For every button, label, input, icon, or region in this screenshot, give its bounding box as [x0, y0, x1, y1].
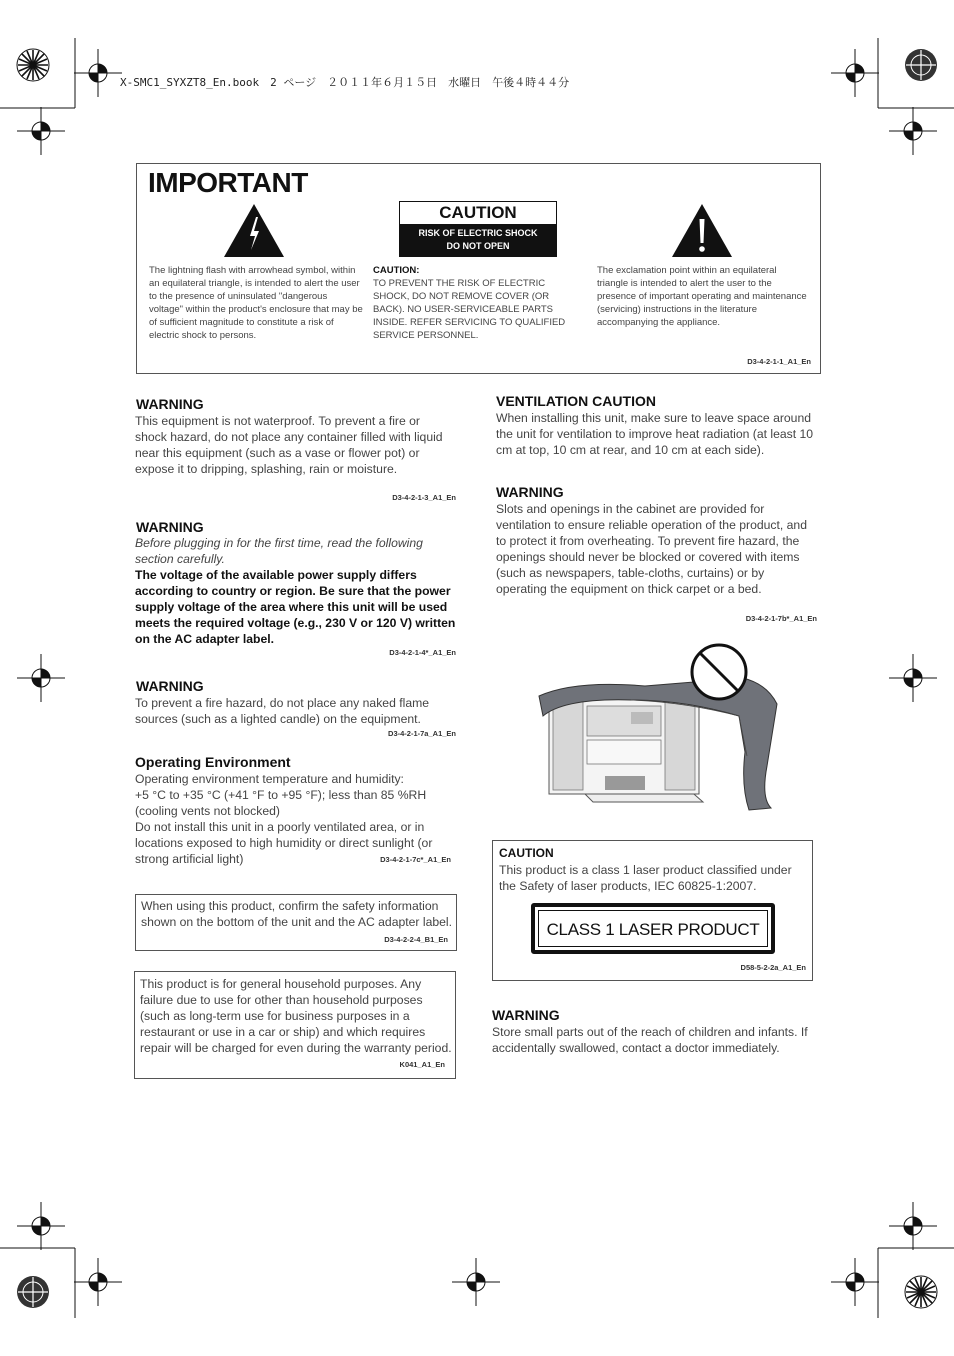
- warning-voltage-heading: WARNING: [136, 519, 204, 535]
- warning-flame-heading: WARNING: [136, 678, 204, 694]
- laser-caution-text: This product is a class 1 laser product classified under the Safety of laser products, IEC 60825-1:2007.: [499, 863, 792, 893]
- household-purpose-code: K041_A1_En: [399, 1060, 445, 1069]
- warning-small-parts-text: Store small parts out of the reach of children and infants. If accidentally swallowed, contact a doctor immediately.: [492, 1025, 808, 1055]
- exclamation-warning-icon: [671, 203, 733, 258]
- laser-caution-heading: CAUTION: [499, 846, 554, 860]
- caution-text: TO PREVENT THE RISK OF ELECTRIC SHOCK, DO NOT REMOVE COVER (OR BACK). NO USER-SERVICEABLE PARTS INSIDE. REFER SERVICING TO QUALIFIED SERVICE PERSONNEL.: [373, 278, 566, 341]
- lightning-warning-icon: [223, 203, 285, 258]
- important-title: IMPORTANT: [148, 167, 308, 198]
- covered-unit-illustration: [535, 636, 785, 814]
- safety-info-text: When using this product, confirm the safety information shown on the bottom of the unit and the AC adapter label.: [141, 899, 452, 929]
- warning-slots-code: D3-4-2-1-7b*_A1_En: [745, 614, 817, 623]
- caution-block: [373, 264, 583, 342]
- class1-laser-label-text: CLASS 1 LASER PRODUCT: [538, 910, 768, 947]
- lightning-description: The lightning flash with arrowhead symbol, within an equilateral triangle, is intended to alert the user to the presence of uninsulated "dangerous voltage" within the product's enclosure that may be of sufficient magnitude to constitute a risk of electric shock to persons.: [149, 265, 363, 341]
- warning-waterproof-code: D3-4-2-1-3_A1_En: [392, 493, 456, 502]
- warning-voltage-intro: Before plugging in for the first time, read the following section carefully.: [135, 536, 423, 566]
- warning-voltage-text: The voltage of the available power supply differs according to country or region. Be sure that the power supply voltage of the area where this unit will be used meets the required voltage (e.g., 230 V or 120 V) written on the AC adapter label.: [135, 568, 456, 646]
- laser-caution-code: D58-5-2-2a_A1_En: [740, 963, 806, 972]
- operating-environment-text: Operating environment temperature and humidity: +5 °C to +35 °C (+41 °F to +95 °F); less than 85 %RH (cooling vents not blocked) Do not install this unit in a poorly ventilated area, or in locations exposed to high humidity or direct sunlight (or strong artificial light): [135, 772, 433, 866]
- household-purpose-text: This product is for general household purposes. Any failure due to use for other than household purposes (such as long-term use for business purposes in a restaurant or use in a car or ship) and which requires repair will be charged for even during the warranty period.: [140, 977, 452, 1055]
- warning-slots-text: Slots and openings in the cabinet are provided for ventilation to ensure reliable operation of the product, and to protect it from overheating. To prevent fire hazard, the openings should never be blocked or covered with items (such as newspapers, table-cloths, curtains) or by operating the equipment on thick carpet or a bed.: [496, 502, 807, 596]
- operating-environment-heading: Operating Environment: [135, 754, 291, 770]
- warning-voltage-code: D3-4-2-1-4*_A1_En: [389, 648, 456, 657]
- safety-info-code: D3-4-2-2-4_B1_En: [384, 935, 448, 944]
- print-header: X-SMC1_SYXZT8_En.book 2 ページ ２０１１年６月１５日 水曜日 午後４時４４分: [120, 76, 570, 89]
- warning-waterproof-text: This equipment is not waterproof. To prevent a fire or shock hazard, do not place any container filled with liquid near this equipment (such as a vase or flower pot) or expose it to dripping, splashing, rain or moisture.: [135, 414, 443, 476]
- ventilation-caution-text: When installing this unit, make sure to leave space around the unit for ventilation to improve heat radiation (at least 10 cm at top, 10 cm at rear, and 10 cm at each side).: [496, 411, 814, 457]
- warning-slots-heading: WARNING: [496, 484, 564, 500]
- operating-environment-code: D3-4-2-1-7c*_A1_En: [380, 855, 451, 864]
- caution-heading: CAUTION:: [373, 265, 420, 276]
- warning-flame-text: To prevent a fire hazard, do not place any naked flame sources (such as a lighted candle) on the equipment.: [135, 696, 430, 726]
- class1-laser-label: [531, 903, 775, 954]
- caution-badge: [399, 201, 557, 257]
- caution-badge-title: CAUTION: [400, 202, 556, 224]
- warning-small-parts-heading: WARNING: [492, 1007, 560, 1023]
- warning-flame-code: D3-4-2-1-7a_A1_En: [388, 729, 456, 738]
- caution-badge-subtitle: RISK OF ELECTRIC SHOCK DO NOT OPEN: [400, 224, 556, 256]
- exclamation-description: The exclamation point within an equilateral triangle is intended to alert the user to the presence of important operating and maintenance (servicing) instructions in the literature accompanying the appliance.: [597, 265, 807, 328]
- important-code: D3-4-2-1-1_A1_En: [747, 357, 811, 366]
- warning-waterproof-heading: WARNING: [136, 396, 204, 412]
- ventilation-caution-heading: VENTILATION CAUTION: [496, 393, 656, 409]
